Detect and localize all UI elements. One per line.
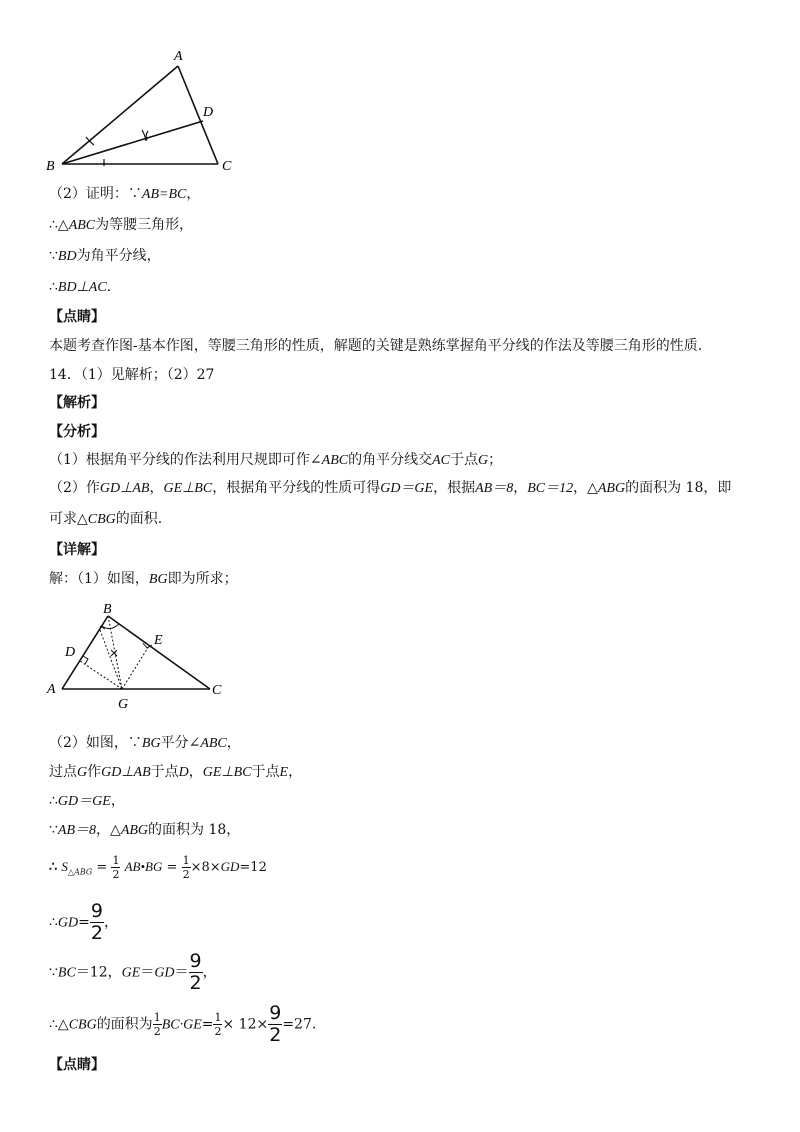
proof-line-1 bbox=[49, 185, 200, 204]
equals: = bbox=[201, 1016, 214, 1033]
therefore-symbol: ∴ bbox=[49, 217, 58, 233]
text: ∴ bbox=[49, 793, 58, 809]
label-c: C bbox=[212, 683, 222, 698]
math: G bbox=[77, 765, 88, 780]
math: BG bbox=[141, 736, 161, 751]
text: 的角平分线交 bbox=[348, 452, 433, 468]
text: ， bbox=[288, 764, 303, 780]
math: =12 bbox=[239, 860, 267, 875]
math: BC·GE bbox=[161, 1017, 202, 1033]
figure-triangle-abc-gd-ge bbox=[42, 600, 232, 712]
math: GE bbox=[121, 965, 141, 981]
math: GD＝GE bbox=[57, 794, 111, 809]
text: 可求△ bbox=[49, 511, 88, 527]
therefore-symbol: ∴ bbox=[49, 860, 58, 875]
proof-line-2 bbox=[49, 216, 193, 235]
fraction-nine-halves bbox=[90, 902, 104, 943]
therefore-symbol: ∴ bbox=[49, 914, 58, 931]
math: GD⊥AB bbox=[101, 765, 151, 780]
numerator: 9 bbox=[189, 950, 202, 972]
step2-line-7 bbox=[49, 952, 217, 993]
text: 解：（1）如图， bbox=[49, 571, 149, 587]
segment-construction bbox=[100, 630, 122, 689]
step2-line-6 bbox=[49, 902, 118, 943]
text: （1）根据角平分线的作法利用尺规即可作∠ bbox=[49, 452, 322, 468]
label-a: A bbox=[174, 49, 183, 64]
proof-text: 为等腰三角形， bbox=[95, 217, 194, 233]
numerator: 1 bbox=[153, 1011, 161, 1024]
math: ABG bbox=[120, 823, 149, 838]
math: GE⊥BC bbox=[202, 765, 252, 780]
math: BC＝12 bbox=[527, 481, 574, 496]
text: ， bbox=[226, 735, 241, 751]
numerator: 1 bbox=[182, 854, 190, 867]
label-b: B bbox=[46, 159, 55, 174]
denominator: 2 bbox=[153, 1025, 161, 1038]
step2-line-3 bbox=[49, 792, 125, 811]
numerator: 9 bbox=[90, 900, 103, 922]
q14-answer: 14．（1）见解析；（2）27 bbox=[49, 367, 215, 383]
math: GD bbox=[220, 859, 240, 874]
math: D bbox=[178, 765, 189, 780]
tip-heading-2: 【点睛】 bbox=[49, 1057, 105, 1073]
text: ， bbox=[110, 793, 125, 809]
math: AB＝8 bbox=[57, 823, 97, 838]
text: （2）如图，∵ bbox=[49, 735, 142, 751]
math: ABG bbox=[597, 481, 626, 496]
math: ×8× bbox=[190, 860, 221, 875]
fraction-half bbox=[111, 855, 120, 880]
text: ＝ bbox=[174, 964, 189, 981]
label-d: D bbox=[65, 645, 76, 660]
label-b: B bbox=[103, 602, 112, 617]
math: GE⊥BC bbox=[163, 481, 213, 496]
denominator: 2 bbox=[269, 1024, 282, 1046]
text: 的面积为 18，即 bbox=[625, 480, 732, 496]
math: E bbox=[279, 765, 289, 780]
text: × 12× bbox=[222, 1016, 269, 1033]
text: ，△ bbox=[573, 480, 598, 496]
math-bd-perp-ac: BD⊥AC bbox=[57, 280, 107, 295]
because-symbol: ∵ bbox=[127, 186, 142, 202]
equals: = bbox=[96, 860, 108, 875]
therefore-symbol: ∴ bbox=[49, 279, 58, 295]
fraction-nine-halves bbox=[189, 952, 203, 993]
step2-line-2 bbox=[49, 763, 302, 782]
text: ∴△ bbox=[49, 1016, 69, 1033]
label-a: A bbox=[47, 682, 56, 697]
text: 即为所求； bbox=[167, 571, 238, 587]
figure-triangle-abc-bisector bbox=[40, 44, 250, 176]
text: 于点 bbox=[449, 452, 478, 468]
text: =27. bbox=[282, 1016, 317, 1033]
tip-heading-1: 【点睛】 bbox=[49, 309, 105, 325]
text: 作 bbox=[87, 764, 102, 780]
label-c: C bbox=[222, 159, 232, 174]
denominator: 2 bbox=[189, 972, 202, 994]
math-ab-eq-bc: AB=BC bbox=[141, 187, 187, 202]
text: ， bbox=[513, 480, 528, 496]
math: AB•BG bbox=[124, 859, 163, 874]
q14-xiangjie: 【详解】 bbox=[49, 542, 105, 558]
segment-bd bbox=[62, 121, 203, 164]
cross-mark bbox=[111, 650, 117, 656]
label-e: E bbox=[154, 633, 163, 648]
text: 的面积. bbox=[115, 511, 163, 527]
text: ，根据 bbox=[433, 480, 476, 496]
fraction-half bbox=[182, 855, 191, 880]
equals: = bbox=[166, 860, 178, 875]
math: CBG bbox=[68, 1017, 97, 1033]
numerator: 1 bbox=[214, 1011, 222, 1024]
denominator: 2 bbox=[112, 868, 120, 881]
text: ∵ bbox=[49, 822, 58, 838]
math: GD bbox=[57, 915, 79, 931]
math: GD⊥AB bbox=[99, 481, 150, 496]
punct: ， bbox=[186, 186, 201, 202]
q14-fenxi: 【分析】 bbox=[49, 424, 105, 440]
segment-bc bbox=[108, 616, 210, 689]
tip-text-1: 本题考查作图-基本作图，等腰三角形的性质，解题的关键是熟练掌握角平分线的作法及等腰三角形的性质. bbox=[49, 338, 703, 354]
proof-line-3 bbox=[49, 247, 161, 266]
text: 于点 bbox=[150, 764, 179, 780]
text: ，根据角平分线的性质可得 bbox=[212, 480, 381, 496]
math: AC bbox=[432, 453, 450, 468]
text: 的面积为 18， bbox=[148, 822, 241, 838]
right-angle-d bbox=[83, 656, 88, 664]
step2-line-1 bbox=[49, 734, 241, 753]
math: ABC bbox=[200, 736, 227, 751]
math-abc: ABC bbox=[68, 218, 96, 233]
math: BC bbox=[57, 965, 76, 981]
denominator: 2 bbox=[90, 922, 103, 944]
denominator: 2 bbox=[182, 868, 190, 881]
math: S bbox=[61, 859, 68, 874]
proof-line-4 bbox=[49, 278, 111, 297]
q14-jiexi: 【解析】 bbox=[49, 395, 105, 411]
because-symbol: ∵ bbox=[49, 964, 58, 981]
punct: . bbox=[106, 279, 112, 295]
text: ＝ bbox=[140, 964, 155, 981]
text: 于点 bbox=[251, 764, 280, 780]
text: ， bbox=[149, 480, 164, 496]
math: GD＝GE bbox=[380, 481, 434, 496]
analysis-1 bbox=[49, 451, 502, 470]
subscript: △ABG bbox=[67, 867, 93, 877]
denominator: 2 bbox=[214, 1025, 222, 1038]
equals: = bbox=[78, 914, 90, 931]
because-symbol: ∵ bbox=[49, 248, 58, 264]
numerator: 1 bbox=[112, 854, 120, 867]
math: GD bbox=[154, 965, 175, 981]
text: ， bbox=[202, 964, 217, 981]
math: G bbox=[477, 453, 489, 468]
proof-text: 为角平分线， bbox=[76, 248, 161, 264]
text: 平分∠ bbox=[160, 735, 201, 751]
text: 的面积为 bbox=[96, 1016, 153, 1033]
text: ， bbox=[103, 914, 118, 931]
label-d: D bbox=[203, 105, 214, 120]
proof-prefix: （2）证明： bbox=[49, 186, 128, 202]
step2-line-8 bbox=[49, 1004, 316, 1045]
fraction-half bbox=[153, 1012, 162, 1037]
math: BG bbox=[148, 572, 168, 587]
text: ，△ bbox=[96, 822, 121, 838]
text: 过点 bbox=[49, 764, 77, 780]
math-bd: BD bbox=[57, 249, 77, 264]
segment-ge bbox=[122, 646, 149, 689]
triangle-symbol: △ bbox=[57, 217, 69, 233]
text: ； bbox=[488, 452, 503, 468]
math: AB＝8 bbox=[475, 481, 514, 496]
solution-1 bbox=[49, 570, 238, 589]
segment-ab bbox=[62, 66, 178, 164]
step2-line-5 bbox=[49, 852, 267, 888]
math: ABC bbox=[321, 453, 349, 468]
text: ， bbox=[188, 764, 203, 780]
analysis-2 bbox=[49, 473, 754, 535]
fraction-nine-halves bbox=[268, 1004, 282, 1045]
segment-gd bbox=[80, 661, 122, 689]
text: （2）作 bbox=[49, 480, 100, 496]
label-g: G bbox=[118, 697, 129, 712]
numerator: 9 bbox=[269, 1002, 282, 1024]
math: CBG bbox=[87, 512, 116, 527]
text: ＝12， bbox=[75, 964, 122, 981]
step2-line-4 bbox=[49, 821, 240, 840]
